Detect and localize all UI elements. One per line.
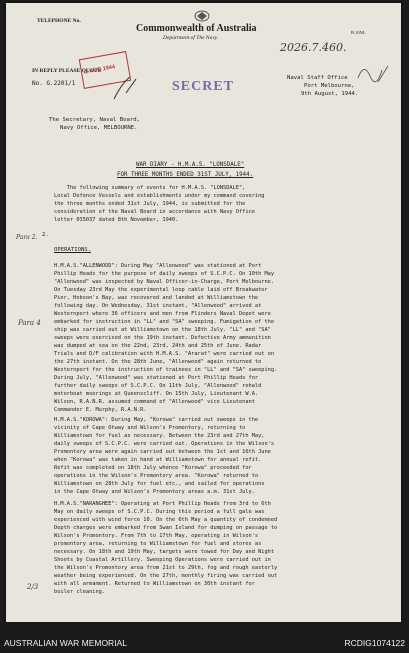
section-number: 2. [42,232,49,238]
from-line-2: Port Melbourne, [304,83,355,89]
margin-note-2: Para 4 [18,319,41,327]
crest-icon [193,9,211,23]
dept-name: Department of The Navy. [163,35,219,41]
received-stamp: 1 AUG 1944 [79,51,131,89]
diary-subtitle: FOR THREE MONTHS ENDED 31ST JULY, 1944. [117,172,254,178]
footer-source: AUSTRALIAN WAR MEMORIAL [4,638,127,648]
form-code: B.10NL [351,30,366,35]
reply-number: No. G.2201/1 [32,80,76,87]
org-name: Commonwealth of Australia [136,23,257,34]
initials-scribble-icon [356,58,392,88]
telephone-label: TELEPHONE No. [37,18,81,24]
diary-title: WAR DIARY - H.M.A.S. "LONSDALE" [136,162,245,168]
margin-note-1: Para 2. [16,234,38,241]
addressee-line-1: The Secretary, Naval Board, [49,117,140,123]
handwritten-mark-icon [106,73,146,103]
archive-footer [0,635,409,653]
from-line-3: 9th August, 1944. [301,91,359,97]
footer-id: RCDIG1074122 [344,638,405,648]
section-title: OPERATIONS. [54,247,92,253]
addressee-line-2: Navy Office, MELBOURNE. [60,125,138,131]
reply-label: IN REPLY PLEASE QUOTE [32,68,102,74]
document-page: TELEPHONE No. B.10NL Commonwealth of Australia Department of The Navy. IN REPLY PLEASE QUOTE No. G.2201/1 1 AUG 1944 SECRET 2026.7.460. Naval Staff Office Port Melbourne, 9th August, 1944. The Secretary, Naval Board, Navy Office, MELBOURNE. WAR DIARY - H.M.A.S. "LONSDALE" FOR THREE MONTHS ENDED 31ST JULY, 1944. The following summary of events for H.M.A.S. "LONSDALE", Local Defence Vessels and establishments under my command covering the three months ended 31st July, 1944, is submitted for the consideration of the Naval Board in accordance with Navy Office letter 035037 dated 8th November, 1940. 2. OPERATIONS. H.M.A.S."ALLENWOOD": During May "Allenwood" was stationed at Port Phillip Heads for the purpose of daily sweeps of S.C.P.C. On 10th May "Allenwood" was inspected by Naval Officer-in-Charge, Port Melbourne. On Tuesday 23rd May the experimental loop cable laid off Breakwater Pier, Hobson's Bay, was recovered and landed at Williamstown the following day. On Wednesday, 31st instant, "Allenwood" arrived at Westernport where 36 officers and men from Flinders Naval Depot were embarked for instruction in "LL" and "SA" sweeping. Fumigation of the ship was carried out at Williamstown on the 18th July. "LL" and "SA" sweeps were exercised on the 19th instant. Defective Army ammunition was dumped at sea on the 22nd, 23rd, 24th and 25th of June. Radar Trials and D/F calibration with H.M.A.S. "Ararat" were carried out on the 27th instant. On the 28th June, "Allenwood" again returned to Westernport for the instruction of trainees in "LL" and "SA" sweeping. During July, "Allenwood" was stationed at Port Phillip Heads for further daily sweeps of S.C.P.C. On 11th July, "Allenwood" rehald motorboat moorings at Queenscliff. On 15th July, Lieutenant W.A. Wilson, R.A.N.R. assumed command of "Allenwood" vice Lieutenant Commander E. Murphy, R.A.N.R. H.M.A.S."KOROWA": During May, "Korowa" carried out sweeps in the vicinity of Cape Otway and Wilson's Promontory, returning to Williamstown for fuel as necessary. Between the 23rd and 27th May, daily sweeps of S.C.P.C. were carried out. Operations in the Wilson's Promontory area were again carried out between the 1st and 16th June when "Korowa" was taken in hand at Williamstown for annual refit. Refit was completed on 18th July whence "Korowa" proceeded for operations in the Wilson's Promontory area. "Korowa" returned to Williamstown on 28th July for fuel etc., and sailed for operations in the Cape Otway and Wilson's Promontory areas a.m. 31st July. H.M.A.S."NARANGHEE": Operating at Port Phillip Heads from 3rd to 6th May on daily sweeps of S.C.P.C. During this period a full gale was experienced with wind force 10. On the 6th May a quantity of condemned Depth charges were embarked from Swan Island for dumping on passage to Wilson's Promontory. From 7th to 17th May, operating in Wilson's promontory area, returning to Williamstown for fuel and stores as necessary. On 18th and 19th May, targets were towed for Day and Night Shoots by Coastal Artillery. Sweeping Operations were carried out in the Wilson's Promontory area from 21st to 29th, fog and rough easterly weather being experienced. On the 27th, monthly firing was carried out with all armament. Returned to Williamstown on 30th instant for boiler cleaning. Para 2. Para 4 2/3 [6,3,401,622]
bottom-note: 2/3 [27,583,39,591]
from-line-1: Naval Staff Office [287,75,348,81]
secret-stamp: SECRET [172,79,235,94]
ref-handwritten: 2026.7.460. [280,41,347,54]
